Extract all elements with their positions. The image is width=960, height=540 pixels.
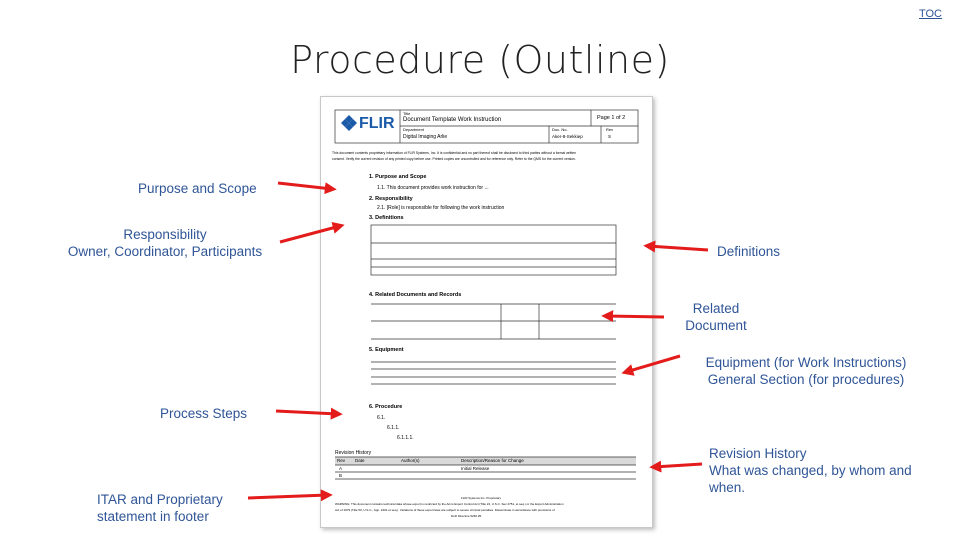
- section-responsibility: 2. Responsibility: [369, 196, 413, 202]
- logo-text: FLIR: [359, 115, 395, 132]
- section-procedure: 6. Procedure: [369, 404, 403, 410]
- label-text: Equipment (for Work Instructions): [705, 355, 907, 370]
- section-purpose: 1. Purpose and Scope: [369, 174, 427, 180]
- section-purpose-item: 1.1. This document provides work instruction for ...: [377, 185, 489, 191]
- arrow-purpose: [278, 183, 332, 189]
- label-text: when.: [709, 480, 746, 495]
- header-small-label: Title: [403, 111, 411, 116]
- label-text: Definitions: [717, 244, 781, 259]
- rev-row-b-rev: B: [339, 472, 343, 478]
- arrow-definitions: [648, 246, 708, 250]
- header-doc-title: Document Template Work Instruction: [403, 117, 502, 123]
- toc-link[interactable]: TOC: [918, 8, 942, 20]
- label-text: Related: [692, 301, 740, 316]
- footer-line-1: FLIR Systems Inc. Proprietary: [461, 496, 502, 500]
- section-related-documents: 4. Related Documents and Records: [369, 292, 462, 298]
- header-page-number: Page 1 of 2: [597, 115, 626, 121]
- label-text: statement in footer: [97, 509, 209, 524]
- label-text: General Section (for procedures): [707, 372, 905, 387]
- arrow-itar: [248, 495, 328, 498]
- label-text: Revision History: [709, 446, 807, 461]
- rev-col-date: Date: [355, 458, 365, 463]
- label-text: ITAR and Proprietary: [97, 492, 223, 507]
- label-text: What was changed, by whom and: [709, 463, 912, 478]
- header-dept-label: Department: [403, 127, 424, 132]
- revision-history-title: Revision History: [335, 450, 372, 456]
- rev-col-rev: Rev: [337, 458, 346, 463]
- header-docno-label: Doc. No.: [552, 127, 568, 132]
- section-responsibility-item: 2.1. [Role] is responsible for following the work instruction: [377, 205, 505, 211]
- footer-line-4: DoD Directive 5230.25.: [451, 514, 483, 518]
- arrow-related: [606, 316, 664, 317]
- rev-row-a-rev: A: [339, 465, 343, 471]
- header-docno-value: Aker-8-Sekkiep: [552, 134, 583, 139]
- footer-line-2: WARNING: This document contains technical data whose export is restricted by the Arms Export Control Act (Title 22, U.S.C. Sec 2751, et seq.) or the Export Administration: [335, 502, 564, 506]
- rev-col-description: Description/Reason for Change: [461, 458, 524, 463]
- label-text: Process Steps: [160, 406, 248, 421]
- procedure-step-1-1-1: 6.1.1.1.: [397, 435, 414, 441]
- header-rev-label: Rev: [606, 127, 614, 132]
- intro-text: This document contents proprietary information of FLIR Systems, Inc. It is confidential and no part thereof shall be disclosed to third parties without a formal written: [332, 151, 577, 155]
- arrow-responsibility: [280, 226, 340, 242]
- label-text: Responsibility: [123, 227, 207, 242]
- rev-col-author: Author(s): [401, 458, 420, 463]
- section-definitions: 3. Definitions: [369, 215, 404, 221]
- label-text: Owner, Coordinator, Participants: [67, 244, 263, 259]
- rev-row-a-desc: Initial Release: [461, 465, 490, 471]
- header-rev-value: S: [608, 134, 612, 139]
- procedure-step-1-1: 6.1.1.: [387, 425, 400, 431]
- label-text: Document: [685, 318, 747, 333]
- slide-title: Procedure (Outline): [290, 38, 670, 82]
- label-text: Purpose and Scope: [138, 181, 257, 196]
- arrow-equipment: [626, 356, 680, 372]
- footer-line-3: Act of 1979 (Title 50, U.S.C., App. 2401 et seq.). Violations of these export laws are subject to severe criminal penalties. Disseminate in accordance with provisions of: [335, 508, 555, 512]
- intro-text-2: consent. Verify the current revision of any printed copy before use. Printed copies are uncontrolled and for reference only. Refer to the QMS for the current version.: [332, 157, 577, 161]
- procedure-step-1: 6.1.: [377, 415, 386, 421]
- section-equipment: 5. Equipment: [369, 347, 404, 353]
- arrow-process: [276, 411, 338, 414]
- header-dept-value: Digital Imaging Arlie: [403, 134, 448, 140]
- arrow-revision: [654, 464, 702, 467]
